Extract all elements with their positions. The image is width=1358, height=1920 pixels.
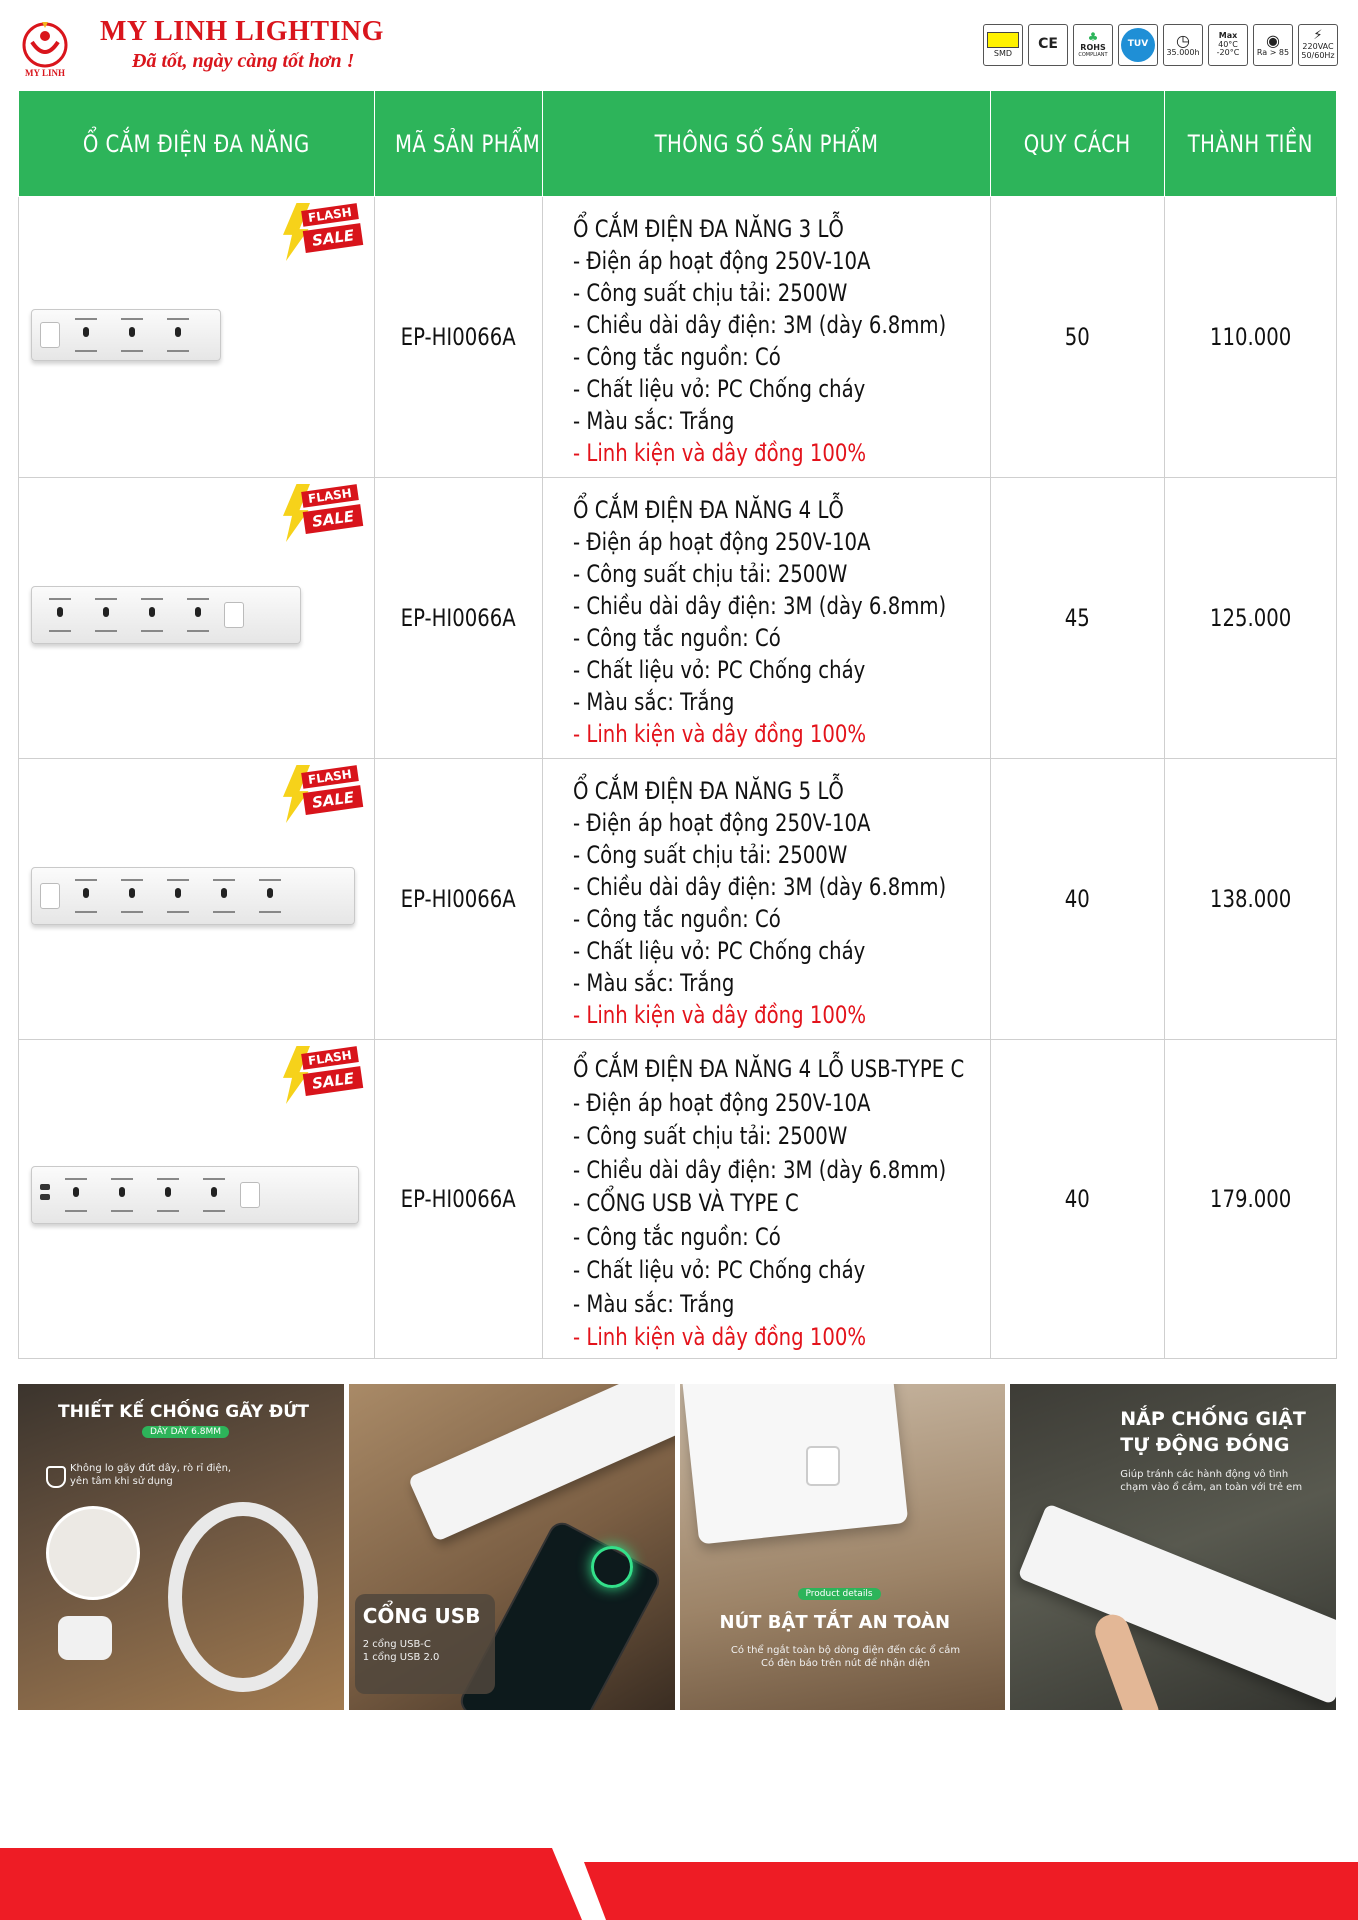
- product-specs: Ổ CẮM ĐIỆN ĐA NĂNG 4 LỖ USB-TYPE C - Điện áp hoạt động 250V-10A - Công suất chịu tải: 2500W - Chiều dài dây điện: 3M (dày 6.8mm) - CỔNG USB VÀ TYPE C - Công tắc nguồn: Có - Chất liệu vỏ: PC Chống cháy - Màu sắc: Trắng - Linh kiện và dây đồng 100%: [543, 1040, 991, 1359]
- column-header-pack: QUY CÁCH: [991, 91, 1165, 197]
- power-strip-3-image: [31, 309, 221, 361]
- power-switch-icon: [224, 602, 244, 628]
- feature-usb-ports: CỔNG USB 2 cổng USB-C 1 cổng USB 2.0: [349, 1384, 675, 1710]
- column-header-code: MÃ SẢN PHẨM: [375, 91, 543, 197]
- pack-quantity: 40: [991, 759, 1165, 1040]
- certification-icons: [983, 24, 1338, 66]
- copper-highlight: - Linh kiện và dây đồng 100%: [573, 1001, 867, 1029]
- socket-icon: [158, 876, 198, 916]
- power-strip-usb-image: [31, 1166, 359, 1224]
- column-header-product: Ổ CẮM ĐIỆN ĐA NĂNG: [19, 91, 375, 197]
- product-specs: Ổ CẮM ĐIỆN ĐA NĂNG 3 LỖ - Điện áp hoạt động 250V-10A - Công suất chịu tải: 2500W - Chiều dài dây điện: 3M (dày 6.8mm) - Công tắc nguồn: Có - Chất liệu vỏ: PC Chống cháy - Màu sắc: Trắng - Linh kiện và dây đồng 100%: [543, 197, 991, 478]
- power-strip-5-image: [31, 867, 355, 925]
- socket-icon: [66, 315, 106, 355]
- flash-sale-badge: FLASH SALE: [280, 203, 360, 263]
- feature-safety-switch: Product details NÚT BẬT TẮT AN TOÀN Có thể ngắt toàn bộ dòng điện đến các ổ cắm Có đèn báo trên nút để nhận diện: [680, 1384, 1006, 1710]
- smd-icon: SMD: [983, 24, 1023, 66]
- power-switch-icon: [240, 1182, 260, 1208]
- cable-coil-image: [168, 1502, 318, 1692]
- page-header: [0, 0, 1358, 90]
- usb-port-icon: [40, 1184, 50, 1206]
- socket-icon: [112, 876, 152, 916]
- product-price: 110.000: [1165, 197, 1337, 478]
- table-row: [19, 1040, 1337, 1359]
- flash-sale-badge: FLASH SALE: [280, 1046, 360, 1106]
- feature-anti-break: THIẾT KẾ CHỐNG GÃY ĐỨT DÂY DÀY 6.8MM Không lo gãy đứt dây, rò rỉ điện, yên tâm khi sử dụng: [18, 1384, 344, 1710]
- product-price: 125.000: [1165, 478, 1337, 759]
- flash-sale-badge: FLASH SALE: [280, 765, 360, 825]
- power-strip-image: [681, 1384, 908, 1545]
- socket-icon: [204, 876, 244, 916]
- column-header-specs: THÔNG SỐ SẢN PHẨM: [543, 91, 991, 197]
- table-row: [19, 197, 1337, 478]
- socket-icon: [178, 595, 218, 635]
- logo-subtext: MY LINH: [25, 68, 65, 78]
- product-code: EP-HI0066A: [375, 1040, 543, 1359]
- rohs-icon: ♣ ROHS COMPLIANT: [1073, 24, 1113, 66]
- power-switch-icon: [40, 322, 60, 348]
- copper-highlight: - Linh kiện và dây đồng 100%: [573, 720, 867, 748]
- socket-icon: [56, 1175, 96, 1215]
- shield-icon: [46, 1466, 66, 1488]
- power-strip-image: [407, 1384, 674, 1542]
- pack-quantity: 50: [991, 197, 1165, 478]
- product-image-cell: [19, 759, 375, 1040]
- cable-closeup-image: [46, 1506, 140, 1600]
- copper-highlight: - Linh kiện và dây đồng 100%: [573, 439, 867, 467]
- socket-icon: [86, 595, 126, 635]
- footer-decoration: [0, 1848, 1358, 1920]
- power-strip-4-image: [31, 586, 301, 644]
- socket-icon: [148, 1175, 188, 1215]
- ce-icon: CE: [1028, 24, 1068, 66]
- feature-shutter: NẮP CHỐNG GIẬT TỰ ĐỘNG ĐÓNG Giúp tránh các hành động vô tình chạm vào ổ cắm, an toàn với trẻ em: [1010, 1384, 1336, 1710]
- charging-icon: [591, 1546, 633, 1588]
- column-header-price: THÀNH TIỀN: [1165, 91, 1337, 197]
- feature-gallery: [18, 1384, 1336, 1710]
- product-code: EP-HI0066A: [375, 759, 543, 1040]
- socket-icon: [40, 595, 80, 635]
- product-specs: Ổ CẮM ĐIỆN ĐA NĂNG 5 LỖ - Điện áp hoạt động 250V-10A - Công suất chịu tải: 2500W - Chiều dài dây điện: 3M (dày 6.8mm) - Công tắc nguồn: Có - Chất liệu vỏ: PC Chống cháy - Màu sắc: Trắng - Linh kiện và dây đồng 100%: [543, 759, 991, 1040]
- socket-icon: [132, 595, 172, 635]
- pack-quantity: 40: [991, 1040, 1165, 1359]
- product-code: EP-HI0066A: [375, 197, 543, 478]
- plug-image: [58, 1616, 112, 1660]
- pack-quantity: 45: [991, 478, 1165, 759]
- product-image-cell: [19, 478, 375, 759]
- socket-icon: [158, 315, 198, 355]
- temperature-icon: Max 40°C -20°C: [1208, 24, 1248, 66]
- socket-icon: [66, 876, 106, 916]
- product-price: 179.000: [1165, 1040, 1337, 1359]
- socket-icon: [194, 1175, 234, 1215]
- voltage-icon: ⚡ 220VAC 50/60Hz: [1298, 24, 1338, 66]
- product-table: [18, 90, 1337, 1359]
- brand-slogan: Đã tốt, ngày càng tốt hơn !: [132, 50, 355, 72]
- power-switch-icon: [806, 1446, 840, 1486]
- tuv-icon: TUV: [1118, 24, 1158, 66]
- socket-icon: [250, 876, 290, 916]
- flash-sale-badge: FLASH SALE: [280, 484, 360, 544]
- table-header-row: [19, 91, 1337, 197]
- copper-highlight: - Linh kiện và dây đồng 100%: [573, 1323, 867, 1352]
- table-row: [19, 478, 1337, 759]
- socket-icon: [112, 315, 152, 355]
- product-specs: Ổ CẮM ĐIỆN ĐA NĂNG 4 LỖ - Điện áp hoạt động 250V-10A - Công suất chịu tải: 2500W - Chiều dài dây điện: 3M (dày 6.8mm) - Công tắc nguồn: Có - Chất liệu vỏ: PC Chống cháy - Màu sắc: Trắng - Linh kiện và dây đồng 100%: [543, 478, 991, 759]
- power-strip-image: [1018, 1503, 1336, 1705]
- product-image-cell: [19, 197, 375, 478]
- table-row: [19, 759, 1337, 1040]
- power-switch-icon: [40, 883, 60, 909]
- product-code: EP-HI0066A: [375, 478, 543, 759]
- brand-name: MY LINH LIGHTING: [100, 16, 384, 47]
- eye-icon: ◉ Ra > 85: [1253, 24, 1293, 66]
- lifetime-icon: ◷ 35.000h: [1163, 24, 1203, 66]
- product-image-cell: [19, 1040, 375, 1359]
- socket-icon: [102, 1175, 142, 1215]
- product-price: 138.000: [1165, 759, 1337, 1040]
